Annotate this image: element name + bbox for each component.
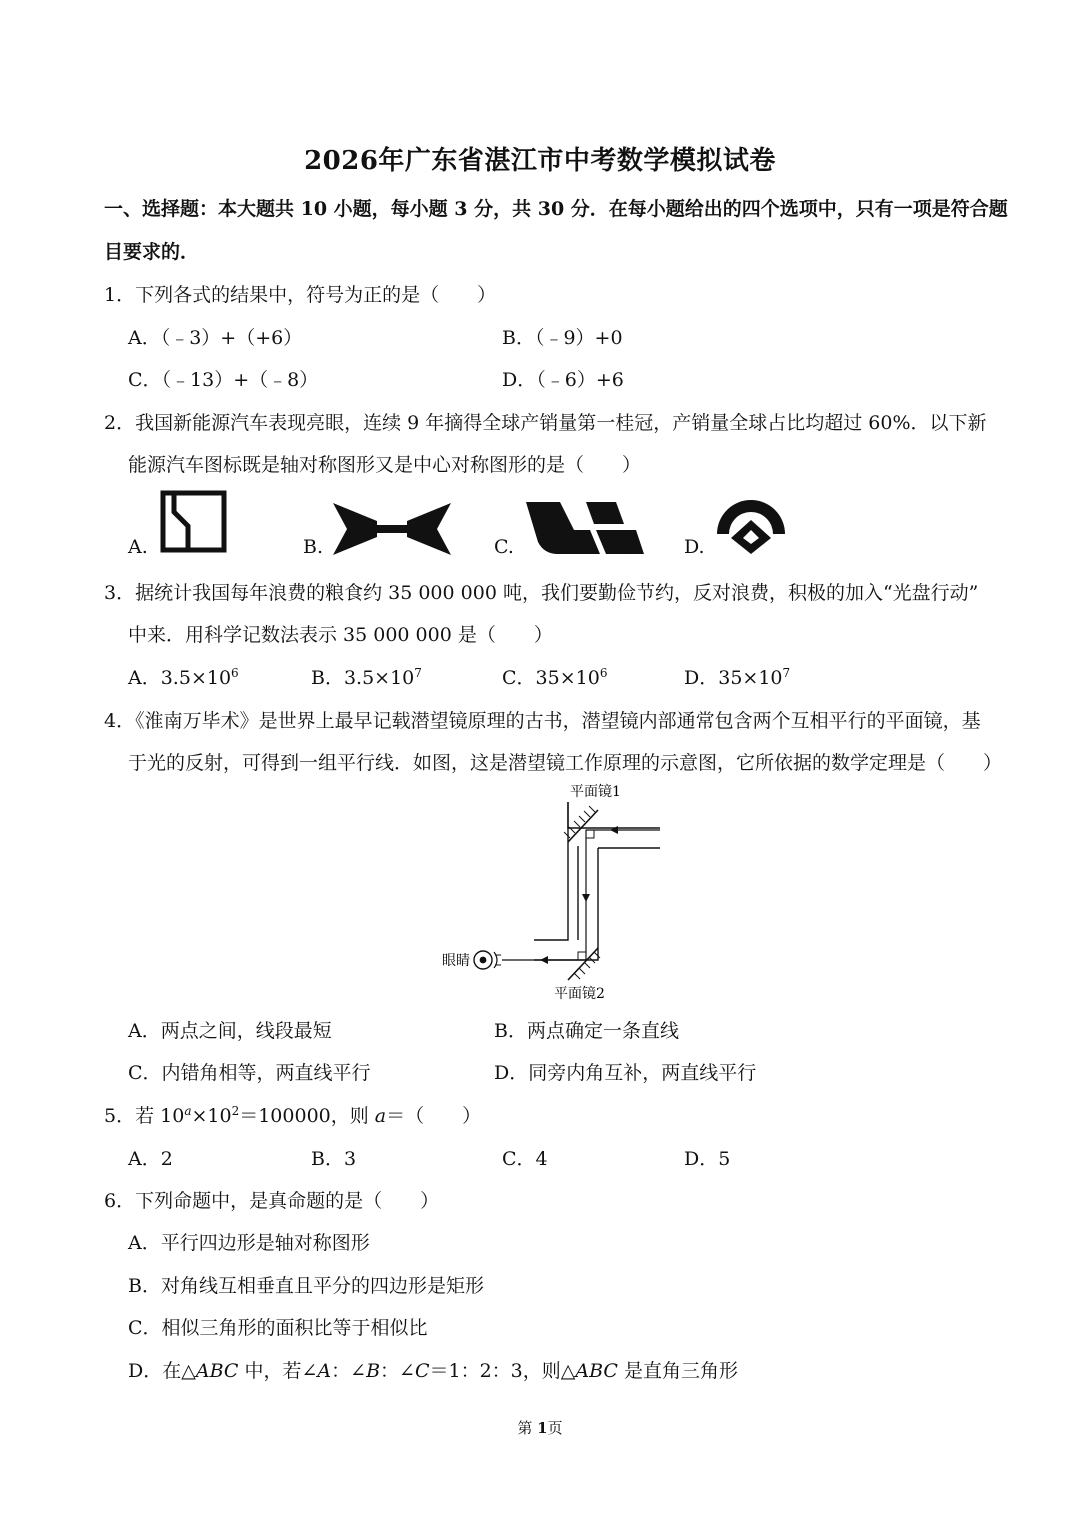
arrow-icon [540,956,548,964]
q6-option-d: D．在△ABC 中，若∠A：∠B：∠C＝1：2：3，则△ABC 是直角三角形 [128,1360,739,1382]
q6-option-b: B．对角线互相垂直且平分的四边形是矩形 [128,1275,484,1297]
tube-outer-line [568,802,660,828]
q2-logo-c-icon [524,500,646,556]
q2-logo-b-icon [333,503,451,555]
q4-option-b: B．两点确定一条直线 [494,1020,679,1042]
page-number: 第 1页 [517,1419,563,1437]
mirror-1-label: 平面镜1 [570,784,621,800]
q6-stem: 6．下列命题中，是真命题的是（ ） [104,1190,440,1212]
q2-option-a-label: A. [128,536,148,558]
tube-left-wall [534,802,568,940]
q2-stem-line1: 2．我国新能源汽车表现亮眼，连续 9 年摘得全球产销量第一桂冠，产销量全球占比均超过 60%．以下新 [104,412,987,434]
eye-label: 眼睛 [442,953,470,969]
right-angle-mark [578,952,586,960]
q5-option-a: A．2 [128,1148,173,1170]
q3-option-c: C．$35\times 10^6$ [502,666,608,689]
q2-stem-line2: 能源汽车图标既是轴对称图形又是中心对称图形的是（ ） [128,454,642,476]
tube-right-wall [534,848,598,960]
q5-option-b: B．3 [311,1148,357,1170]
periscope-diagram [440,780,670,1005]
q4-option-a: A．两点之间，线段最短 [128,1020,332,1042]
arrow-icon [610,826,618,834]
q1-option-a: A．（﹣3）+（+6） [128,327,303,349]
q2-option-d-label: D. [684,536,705,558]
q2-option-c-label: C. [494,536,514,558]
q2-logo-d-icon [715,498,787,554]
q4-option-c: C．内错角相等，两直线平行 [128,1062,371,1084]
mirror-2-label: 平面镜2 [554,986,605,1002]
q2-option-b-label: B. [303,536,324,558]
q3-stem-line2: 中来．用科学记数法表示 35 000 000 是（ ） [128,624,553,646]
eye-icon [474,951,501,969]
q2-logo-a-icon [160,490,228,554]
q5-option-d: D．5 [684,1148,731,1170]
q1-stem: 1．下列各式的结果中，符号为正的是（ ） [104,284,497,306]
q5-option-c: C．4 [502,1148,548,1170]
q3-option-b: B．$3.5\times 10^7$ [311,666,422,689]
section-header-line1: 一、选择题：本大题共 10 小题，每小题 3 分，共 30 分．在每小题给出的四个选项中，只有一项是符合题 [104,198,1008,220]
q4-stem-line2: 于光的反射，可得到一组平行线．如图，这是潜望镜工作原理的示意图，它所依据的数学定理是（ ） [128,752,1003,774]
q1-option-c: C．（﹣13）+（﹣8） [128,369,319,391]
q1-option-d: D．（﹣6）+6 [502,369,624,391]
q4-stem-line1: 4．《淮南万毕术》是世界上最早记载潜望镜原理的古书，潜望镜内部通常包含两个互相平行的平面镜，基 [104,710,981,732]
q1-option-b: B．（﹣9）+0 [502,327,623,349]
q3-option-d: D．$35\times 10^7$ [684,666,791,689]
q3-option-a: A．$3.5\times 10^6$ [128,666,239,689]
q5-stem: 5．若 $10^a\times 10^2=100000$，则 a＝（ ） [104,1104,482,1127]
section-header-line2: 目要求的． [104,241,200,263]
right-angle-mark [586,830,594,838]
q4-option-d: D．同旁内角互补，两直线平行 [494,1062,757,1084]
q6-option-a: A．平行四边形是轴对称图形 [128,1232,370,1254]
page-title: 2026年广东省湛江市中考数学模拟试卷 [304,146,776,176]
q3-stem-line1: 3．据统计我国每年浪费的粮食约 35 000 000 吨，我们要勤俭节约，反对浪费，积极的加入“光盘行动” [104,582,979,604]
arrow-icon [582,894,590,902]
q6-option-c: C．相似三角形的面积比等于相似比 [128,1317,428,1339]
mirror-2 [568,948,598,980]
